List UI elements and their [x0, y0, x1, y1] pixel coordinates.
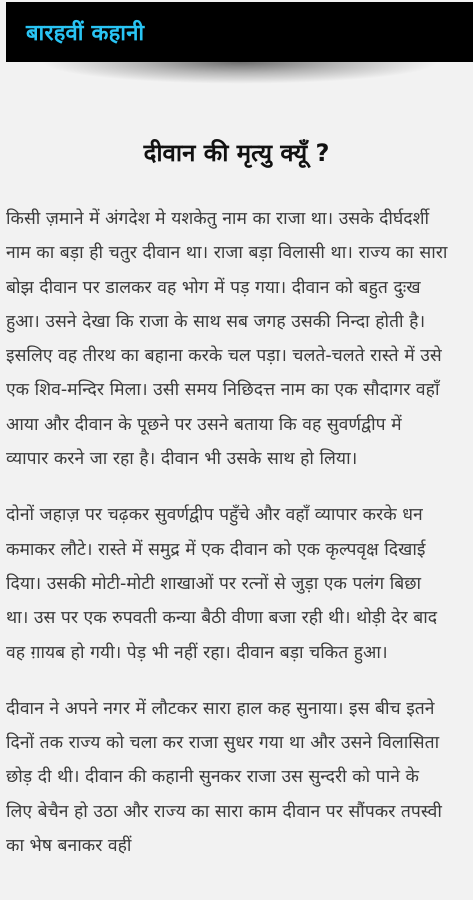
- story-body: [6, 202, 448, 885]
- story-paragraph: दीवान ने अपने नगर में लौटकर सारा हाल कह सुनाया। इस बीच इतने दिनों तक राज्य को चला कर राजा सुधर गया था और उसने विलासिता छोड़ दी थी। दीवान की कहानी सुनकर राजा उस सुन्दरी को पाने के लिए बेचैन हो उठा और राज्य का सारा काम दीवान पर सौंपकर तपस्वी का भेष बनाकर वहीं: [6, 698, 442, 857]
- app-bar: [6, 2, 473, 62]
- story-scroll-area[interactable]: [0, 62, 473, 900]
- story-title: दीवान की मृत्यु क्यूँ ?: [143, 139, 330, 167]
- app-bar-title: बारहवीं कहानी: [26, 21, 145, 46]
- story-paragraph: किसी ज़माने में अंगदेश मे यशकेतु नाम का राजा था। उसके दीर्घदर्शी नाम का बड़ा ही चतुर दीवान था। राजा बड़ा विलासी था। राज्य का सारा बोझ दीवान पर डालकर वह भोग में पड़ गया। दीवान को बहुत दुःख हुआ। उसने देखा कि राजा के साथ सब जगह उसकी निन्दा होती है। इसलिए वह तीरथ का बहाना करके चल पड़ा। चलते-चलते रास्ते में उसे एक शिव-मन्दिर मिला। उसी समय निछिदत्त नाम का एक सौदागर वहाँ आया और दीवान के पूछने पर उसने बताया कि वह सुवर्णद्वीप में व्यापार करने जा रहा है। दीवान भी उसके साथ हो लिया।: [6, 209, 448, 470]
- story-paragraph: दोनों जहाज़ पर चढ़कर सुवर्णद्वीप पहुँचे और वहाँ व्यापार करके धन कमाकर लौटे। रास्ते में समुद्र में एक दीवान को एक कृल्पवृक्ष दिखाई दिया। उसकी मोटी-मोटी शाखाओं पर रत्नों से जुड़ा एक पलंग बिछा था। उस पर एक रुपवती कन्या बैठी वीणा बजा रही थी। थोड़ी देर बाद वह ग़ायब हो गयी। पेड़ भी नहीं रहा। दीवान बड़ा चकित हुआ।: [6, 505, 438, 663]
